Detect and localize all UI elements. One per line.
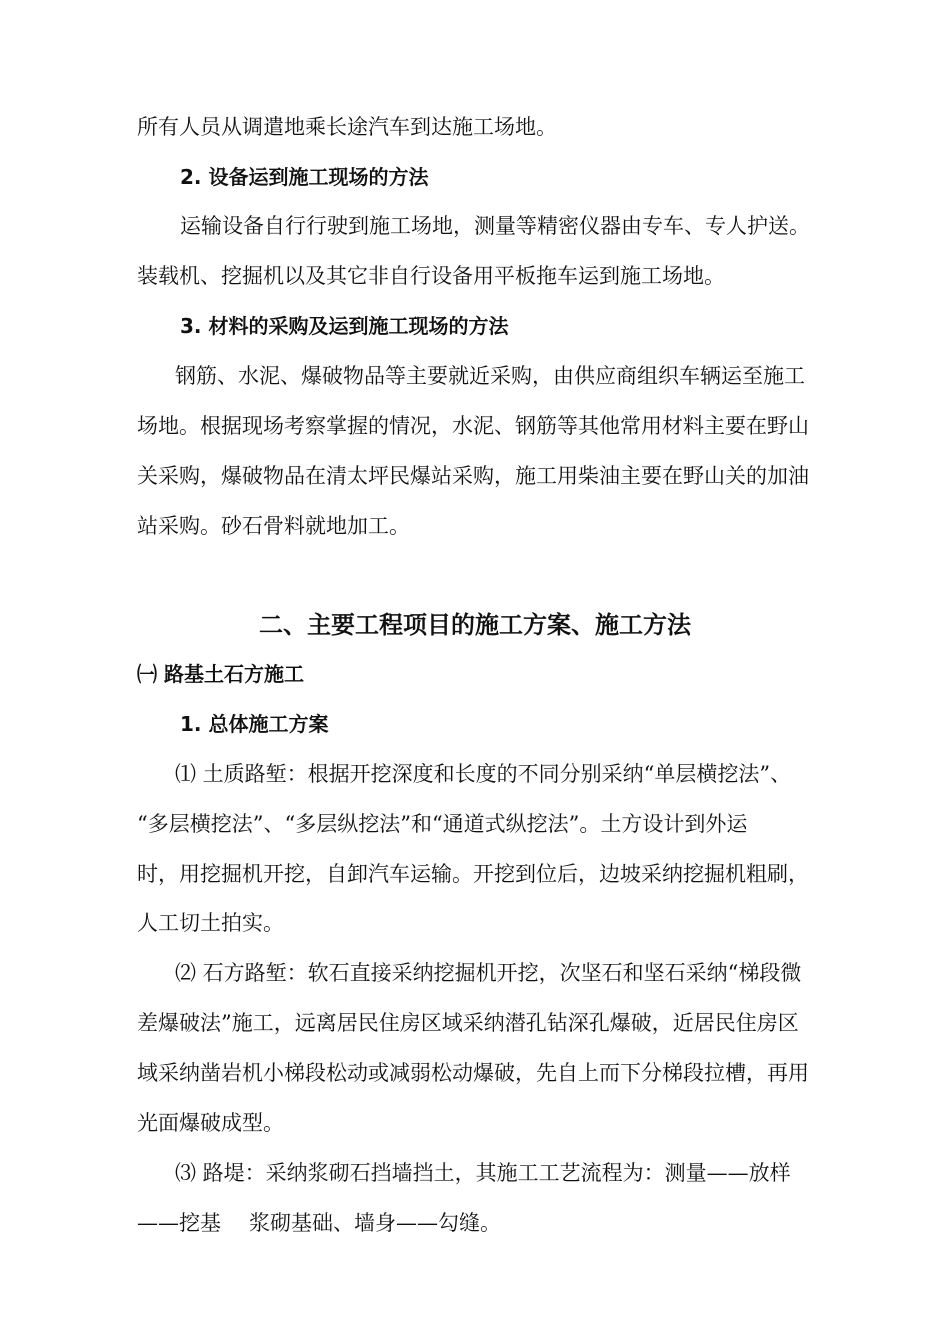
paragraph-line [137,1208,501,1238]
paragraph-line: 运输设备自行行驶到施工场地，测量等精密仪器由专车、专人护送。 [180,214,810,238]
paragraph-line: 站采购。砂石骨料就地加工。 [137,514,410,538]
paragraph-line: 所有人员从调遣地乘长途汽车到达施工场地。 [137,115,557,139]
section-heading: 3. 材料的采购及运到施工现场的方法 [180,314,509,338]
paragraph-line: 关采购，爆破物品在清太坪民爆站采购，施工用柴油主要在野山关的加油 [137,464,809,488]
paragraph-line: 人工切土拍实。 [137,911,284,935]
section-heading: 1. 总体施工方案 [180,712,329,736]
paragraph-line: “多层横挖法”、“多层纵挖法”和“通道式纵挖法”。土方设计到外运 [137,812,748,836]
paragraph-line: 时，用挖掘机开挖，自卸汽车运输。开挖到位后，边坡采纳挖掘机粗刷， [137,862,809,886]
paragraph-line: 光面爆破成型。 [137,1111,284,1135]
paragraph-line: 差爆破法”施工，远离居民住房区域采纳潜孔钻深孔爆破，近居民住房区 [137,1011,799,1035]
paragraph-line: 域采纳凿岩机小梯段松动或减弱松动爆破，先自上而下分梯段拉槽，再用 [137,1061,809,1085]
paragraph-line: 装载机、挖掘机以及其它非自行设备用平板拖车运到施工场地。 [137,264,725,288]
subsection-heading: ㈠ 路基土石方施工 [137,662,304,686]
section-heading: 2. 设备运到施工现场的方法 [180,165,429,189]
paragraph-line: ⑴ 土质路堑：根据开挖深度和长度的不同分别采纳“单层横挖法”、 [175,762,792,786]
paragraph-line: ⑶ 路堤：采纳浆砌石挡墙挡土，其施工工艺流程为：测量——放样 [175,1161,791,1185]
paragraph-line: 场地。根据现场考察掌握的情况，水泥、钢筋等其他常用材料主要在野山 [137,414,809,438]
text-fragment: 浆砌基础、墙身——勾缝。 [249,1211,501,1235]
paragraph-line: ⑵ 石方路堑：软石直接采纳挖掘机开挖，次坚石和坚石采纳“梯段微 [175,961,802,985]
paragraph-line: 钢筋、水泥、爆破物品等主要就近采购，由供应商组织车辆运至施工 [175,364,805,388]
text-fragment: ——挖基 [137,1211,221,1235]
chapter-title: 二、主要工程项目的施工方案、施工方法 [259,611,691,639]
